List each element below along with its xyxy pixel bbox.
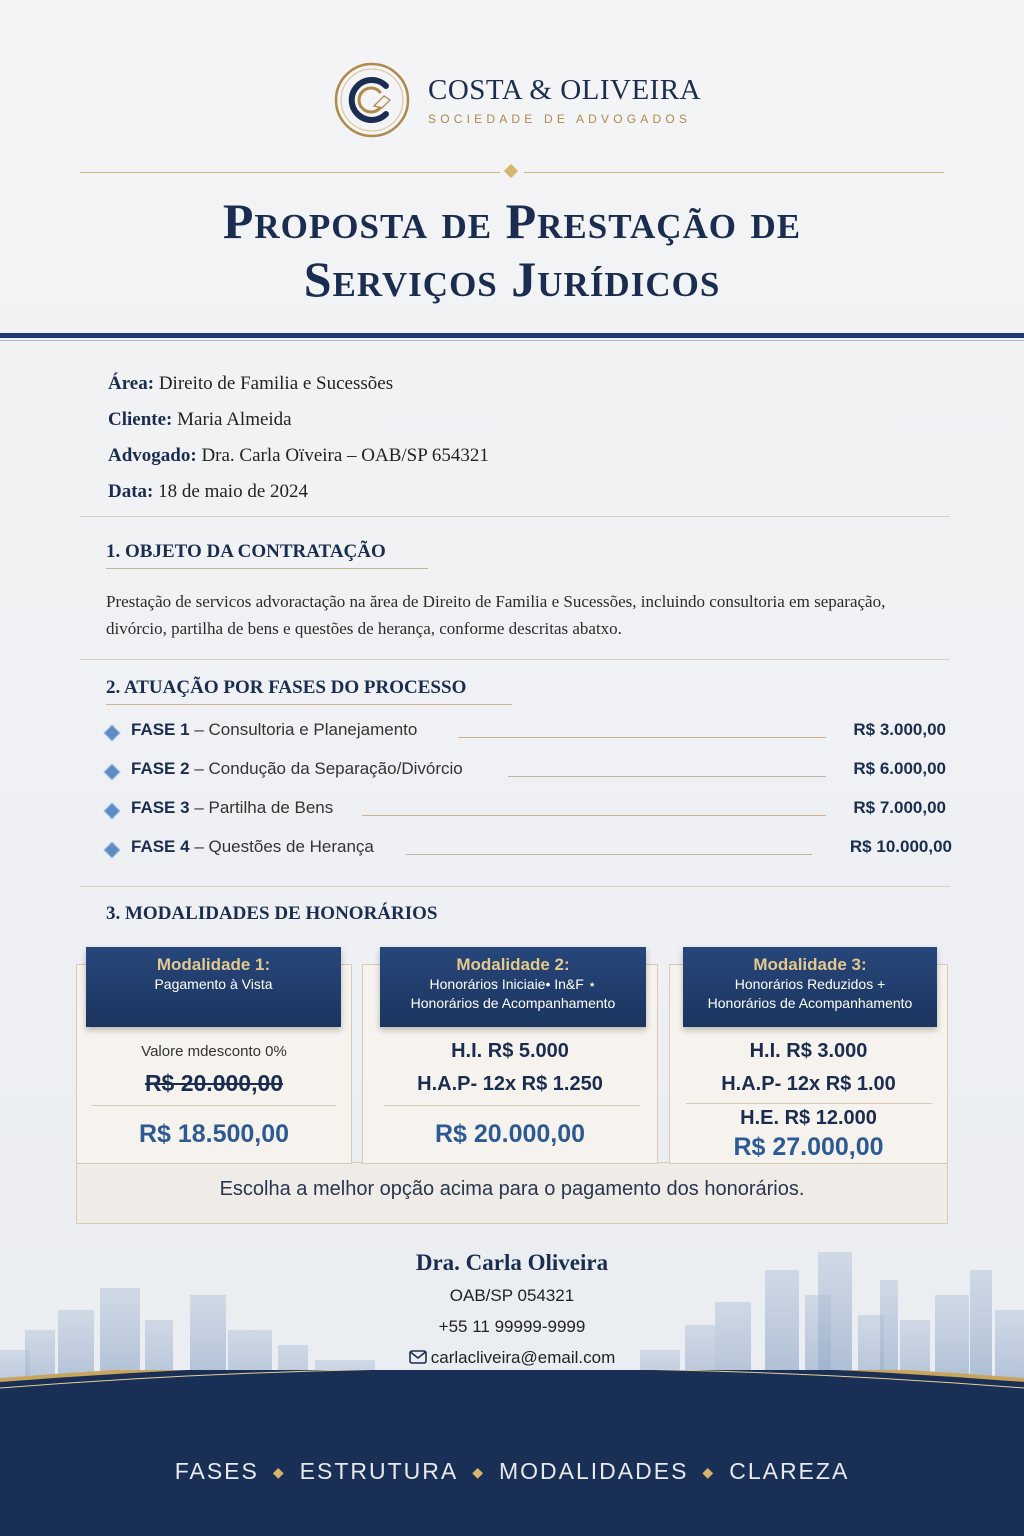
info-date-value: 18 de maio de 2024 bbox=[158, 481, 308, 502]
modality-3-title: Modalidade 3: bbox=[753, 955, 867, 974]
diamond-ornament-icon bbox=[504, 164, 518, 178]
modality-3-total: R$ 27.000,00 bbox=[733, 1133, 884, 1161]
section-2-underline bbox=[106, 704, 512, 705]
envelope-icon bbox=[409, 1350, 427, 1364]
modality-3-line-2: H.A.P- 12x R$ 1.00 bbox=[721, 1073, 896, 1095]
info-date bbox=[108, 481, 308, 503]
modality-1-old-price: R$ 20.000,00 bbox=[144, 1070, 284, 1096]
modality-3-subtitle-1: Honorários Reduzidos + bbox=[734, 976, 886, 992]
card-divider bbox=[92, 1105, 336, 1106]
section-divider bbox=[80, 886, 950, 887]
signature-name: Dra. Carla Oliveira bbox=[415, 1250, 609, 1275]
modality-1-note: Valore mdesconto 0% bbox=[141, 1043, 287, 1060]
phase-row bbox=[106, 837, 952, 863]
phase-code: FASE 2 bbox=[131, 759, 190, 778]
phase-value: R$ 3.000,00 bbox=[853, 720, 946, 739]
title-line-1: Proposta de Prestação de bbox=[222, 193, 802, 249]
section-3-title: 3. MODALIDADES DE HONORÁRIOS bbox=[106, 903, 438, 924]
leader-line bbox=[458, 737, 826, 738]
modalities-footer-note: Escolha a melhor opção acima para o pagamento dos honorários. bbox=[219, 1178, 805, 1200]
header-divider-right bbox=[524, 172, 944, 173]
section-1-underline bbox=[106, 568, 428, 569]
info-lawyer-value: Dra. Carla Oïveira – OAB/SP 654321 bbox=[201, 445, 489, 466]
header-divider-left bbox=[80, 172, 500, 173]
section-divider bbox=[80, 659, 950, 660]
modality-2-subtitle-2: Honorários de Acompanhamento bbox=[410, 995, 616, 1011]
section-1-text: Prestação de servicos advoractação na ărea de Direito de Familia e Sucessões, incluindo consultoria em separação, divórcio, partilha de bens e questões de herança, conforme descritas abatxo. bbox=[106, 592, 886, 638]
phase-label bbox=[131, 720, 417, 740]
diamond-separator-icon: ◆ bbox=[472, 1464, 485, 1481]
diamond-bullet-icon bbox=[104, 725, 121, 742]
card-divider bbox=[384, 1105, 640, 1106]
diamond-bullet-icon bbox=[104, 842, 121, 859]
tagline-item: FASES bbox=[174, 1458, 259, 1484]
modality-2-line-1: H.I. R$ 5.000 bbox=[451, 1040, 569, 1062]
info-client bbox=[108, 409, 292, 431]
info-area bbox=[108, 373, 393, 395]
phase-desc: – Partilha de Bens bbox=[194, 798, 334, 817]
tagline-item: CLAREZA bbox=[729, 1458, 850, 1484]
info-date-label: Data: bbox=[108, 481, 154, 502]
page-title bbox=[0, 192, 1024, 308]
footer-band bbox=[0, 1370, 1024, 1536]
diamond-bullet-icon bbox=[104, 803, 121, 820]
info-client-label: Cliente: bbox=[108, 409, 173, 430]
footer-tagline bbox=[0, 1458, 1024, 1485]
phase-label bbox=[131, 759, 463, 779]
info-area-value: Direito de Familia e Sucessões bbox=[158, 373, 394, 394]
title-bar bbox=[0, 333, 1024, 338]
phase-row bbox=[106, 759, 952, 785]
diamond-bullet-icon bbox=[104, 764, 121, 781]
leader-line bbox=[508, 776, 826, 777]
modality-1-total: R$ 18.500,00 bbox=[138, 1120, 290, 1148]
phase-row bbox=[106, 720, 952, 746]
modality-3-header bbox=[683, 947, 937, 1027]
phase-row bbox=[106, 798, 952, 824]
firm-logo-icon bbox=[334, 62, 410, 138]
info-lawyer-label: Advogado: bbox=[108, 445, 197, 466]
phase-value: R$ 6.000,00 bbox=[853, 759, 946, 778]
modality-1-subtitle: Pagamento à Vista bbox=[154, 976, 273, 992]
section-2-title: 2. ATUAÇÃO POR FASES DO PROCESSO bbox=[106, 677, 467, 698]
phase-label bbox=[131, 837, 374, 857]
modality-3-line-3: H.E. R$ 12.000 bbox=[740, 1107, 877, 1129]
tagline-item: ESTRUTURA bbox=[299, 1458, 459, 1484]
info-lawyer bbox=[108, 445, 489, 467]
section-divider bbox=[80, 516, 950, 517]
phase-code: FASE 1 bbox=[131, 720, 190, 739]
phase-label bbox=[131, 798, 333, 818]
tagline-item: MODALIDADES bbox=[498, 1458, 689, 1484]
signature-email-row bbox=[0, 1348, 1024, 1368]
modality-2-header bbox=[380, 947, 646, 1027]
phase-value: R$ 10.000,00 bbox=[849, 837, 952, 856]
diamond-separator-icon: ◆ bbox=[702, 1464, 716, 1481]
title-bar-thin bbox=[0, 340, 1024, 341]
phase-desc: – Condução da Separação/Divórcio bbox=[194, 759, 463, 778]
firm-subtitle: SOCIEDADE DE ADVOGADOS bbox=[428, 112, 692, 126]
title-line-2: Serviços Jurídicos bbox=[303, 251, 721, 307]
signature-email: carlacliveira@email.com bbox=[430, 1348, 616, 1367]
modality-2-subtitle-1: Honorários Iniciaie• In&F ⋆ bbox=[429, 976, 597, 992]
leader-line bbox=[362, 815, 826, 816]
modality-3-subtitle-2: Honorários de Acompanhamento bbox=[707, 995, 913, 1011]
modality-1-header bbox=[86, 947, 341, 1027]
info-client-value: Maria Almeida bbox=[177, 409, 292, 430]
modality-3-line-1: H.I. R$ 3.000 bbox=[749, 1040, 868, 1062]
phase-code: FASE 4 bbox=[131, 837, 190, 856]
signature-oab: OAB/SP 054321 bbox=[449, 1286, 575, 1305]
modality-2-line-2: H.A.P- 12x R$ 1.250 bbox=[417, 1073, 603, 1095]
card-divider bbox=[686, 1103, 932, 1104]
modality-2-total: R$ 20.000,00 bbox=[434, 1120, 586, 1148]
phase-desc: – Questões de Herança bbox=[194, 837, 374, 856]
section-1-title: 1. OBJETO DA CONTRATAÇÃO bbox=[106, 541, 386, 562]
phase-code: FASE 3 bbox=[131, 798, 190, 817]
leader-line bbox=[406, 854, 812, 855]
info-area-label: Área: bbox=[108, 373, 155, 394]
firm-name: COSTA & OLIVEIRA bbox=[428, 74, 702, 106]
phase-desc: – Consultoria e Planejamento bbox=[194, 720, 418, 739]
signature-phone: +55 11 99999-9999 bbox=[438, 1317, 586, 1336]
modality-2-title: Modalidade 2: bbox=[456, 955, 570, 974]
phase-value: R$ 7.000,00 bbox=[853, 798, 946, 817]
diamond-separator-icon: ◆ bbox=[272, 1464, 286, 1481]
modality-1-title: Modalidade 1: bbox=[156, 955, 271, 974]
